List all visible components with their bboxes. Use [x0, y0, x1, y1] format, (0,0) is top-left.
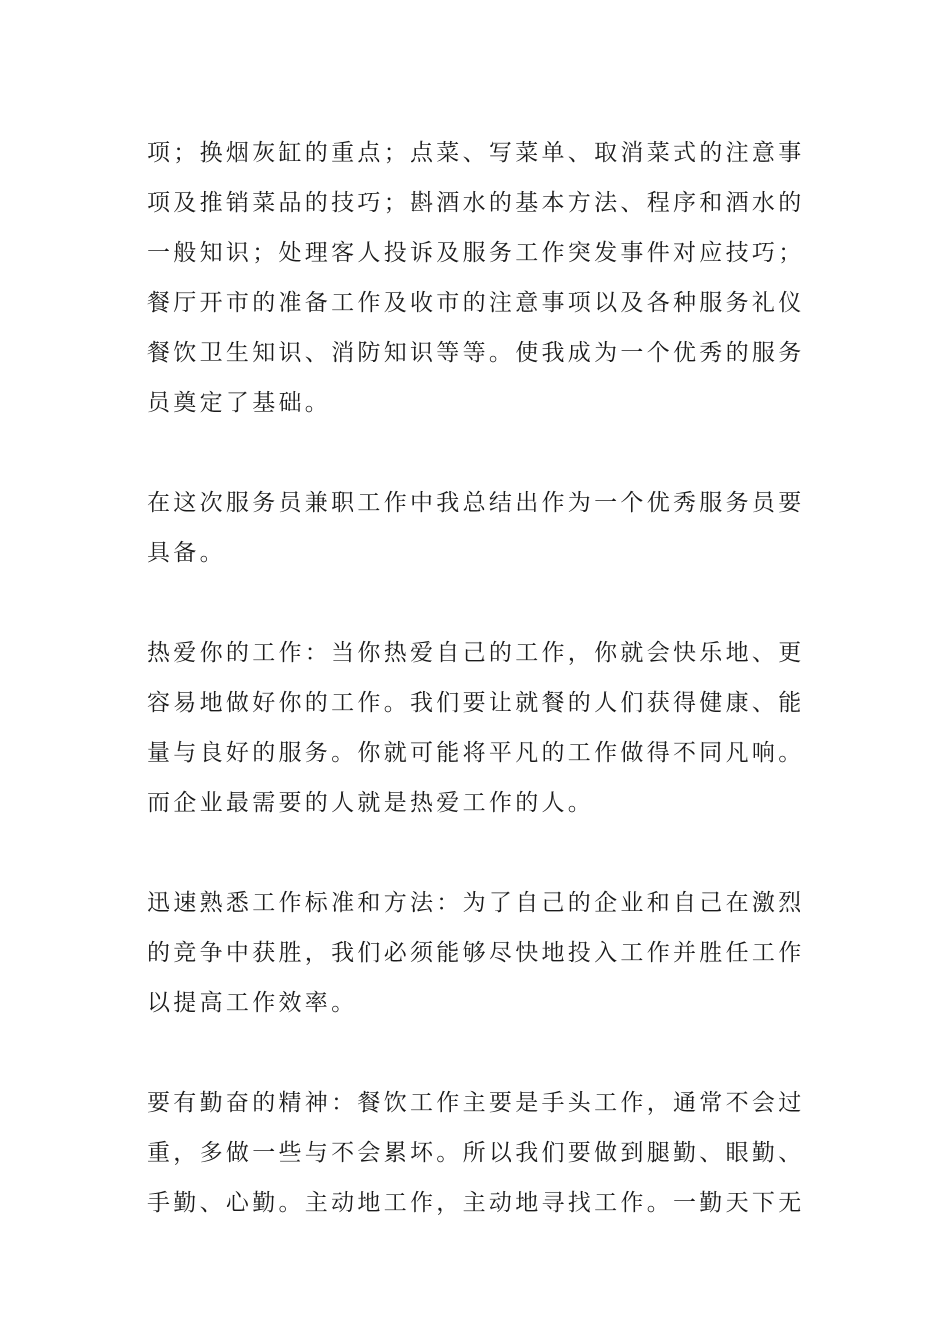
- paragraph-love-your-work: [147, 628, 807, 828]
- paragraph-spacer: [147, 428, 807, 478]
- text-line: 餐饮卫生知识、消防知识等等。使我成为一个优秀的服务: [147, 340, 805, 366]
- text-line: 一般知识；处理客人投诉及服务工作突发事件对应技巧；: [147, 240, 805, 266]
- paragraph-service-training: [147, 128, 807, 428]
- paragraph-diligence: [147, 1078, 807, 1228]
- document-body: [147, 128, 807, 1228]
- paragraph-spacer: [147, 1028, 807, 1078]
- text-line: 项及推销菜品的技巧；斟酒水的基本方法、程序和酒水的: [147, 190, 805, 216]
- text-line: 在这次服务员兼职工作中我总结出作为一个优秀服务员要: [147, 490, 805, 516]
- text-line: 重，多做一些与不会累坏。所以我们要做到腿勤、眼勤、: [147, 1140, 805, 1166]
- text-line: 餐厅开市的准备工作及收市的注意事项以及各种服务礼仪: [147, 290, 805, 316]
- text-line: 而企业最需要的人就是热爱工作的人。: [147, 790, 595, 816]
- text-line: 项；换烟灰缸的重点；点菜、写菜单、取消菜式的注意事: [147, 140, 805, 166]
- paragraph-work-standards: [147, 878, 807, 1028]
- paragraph-summary-intro: [147, 478, 807, 578]
- text-line: 员奠定了基础。: [147, 390, 332, 416]
- text-line: 具备。: [147, 540, 226, 566]
- text-line: 的竞争中获胜，我们必须能够尽快地投入工作并胜任工作: [147, 940, 805, 966]
- text-line: 要有勤奋的精神：餐饮工作主要是手头工作，通常不会过: [147, 1090, 805, 1116]
- text-line: 迅速熟悉工作标准和方法：为了自己的企业和自己在激烈: [147, 890, 805, 916]
- text-line: 热爱你的工作：当你热爱自己的工作，你就会快乐地、更: [147, 640, 805, 666]
- paragraph-spacer: [147, 578, 807, 628]
- text-line: 容易地做好你的工作。我们要让就餐的人们获得健康、能: [147, 690, 805, 716]
- text-line: 手勤、心勤。主动地工作，主动地寻找工作。一勤天下无: [147, 1190, 805, 1216]
- text-line: 以提高工作效率。: [147, 990, 358, 1016]
- text-line: 量与良好的服务。你就可能将平凡的工作做得不同凡响。: [147, 740, 805, 766]
- paragraph-spacer: [147, 828, 807, 878]
